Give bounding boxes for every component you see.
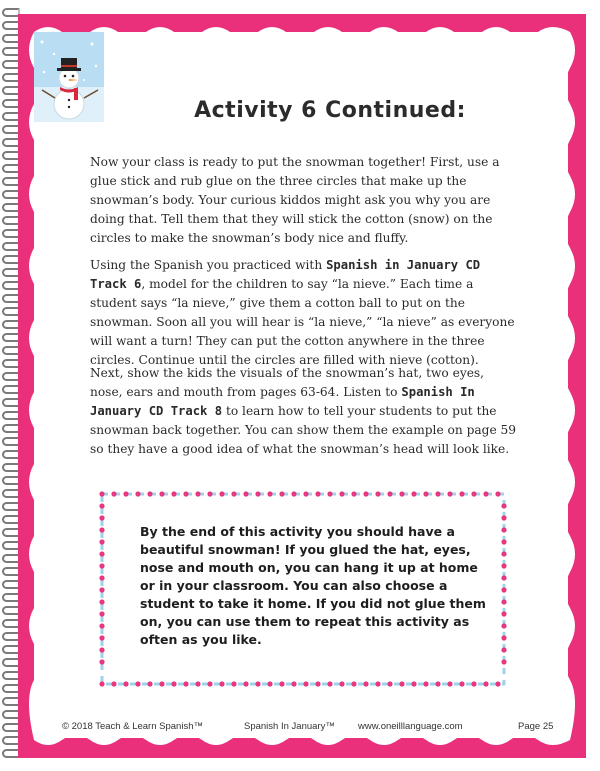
border-dot [435,491,440,496]
border-dot [231,491,236,496]
cd-track-8-ref: Spanish In January CD Track 8 [90,385,475,418]
paragraph-text: Using the Spanish you practiced with [90,258,327,272]
border-dot [123,681,128,686]
border-dot [495,681,500,686]
border-dot [303,491,308,496]
border-dot [501,587,506,592]
border-dot [171,491,176,496]
border-dot [99,503,104,508]
border-dot [303,681,308,686]
footer-copyright: © 2018 Teach & Learn Spanish™ [62,721,203,732]
border-dot [111,491,116,496]
border-dot [501,575,506,580]
border-dot [183,491,188,496]
border-dot [99,647,104,652]
border-dot [219,491,224,496]
border-dot [195,681,200,686]
border-dot [207,491,212,496]
border-dot [147,491,152,496]
border-dot [339,491,344,496]
border-dot [279,681,284,686]
border-dot [159,491,164,496]
border-dot [501,647,506,652]
paragraph-track-6 [90,256,520,370]
border-dot [291,681,296,686]
border-dot [255,491,260,496]
border-dot [99,527,104,532]
border-dot [111,681,116,686]
border-dot [315,491,320,496]
border-dot [279,491,284,496]
border-dot [501,659,506,664]
border-dot [399,491,404,496]
border-dot [501,539,506,544]
border-dot [219,681,224,686]
border-dot [183,681,188,686]
border-dot [135,491,140,496]
border-dot [501,623,506,628]
note-text: By the end of this activity you should have a beautiful snowman! If you glued the hat, eyes, nose and mouth on, you can hang it up at home or in your classroom. You can also choose a student to take it home. If you did not glue them on, you can use them to repeat this activity as often as you like. [140,524,486,647]
border-dot [501,551,506,556]
border-dot [501,515,506,520]
paragraph-track-8 [90,364,520,459]
page-title: Activity 6 Continued: [194,98,466,123]
border-dot [327,681,332,686]
border-dot [501,503,506,508]
border-dot [243,681,248,686]
border-dot [447,491,452,496]
border-dot [99,515,104,520]
border-dot [99,551,104,556]
border-dot [471,491,476,496]
border-dot [375,681,380,686]
border-dot [363,491,368,496]
border-dot [363,681,368,686]
border-dot [351,491,356,496]
border-dot [483,681,488,686]
border-dot [99,659,104,664]
border-dot [495,491,500,496]
border-dot [411,681,416,686]
cd-track-6-ref: Spanish in January CD Track 6 [90,258,481,291]
border-dot [483,491,488,496]
border-dot [501,611,506,616]
border-dot [387,491,392,496]
border-dot [267,491,272,496]
footer-book-title: Spanish In January™ [244,721,335,732]
border-dot [135,681,140,686]
footer-website: www.oneilllanguage.com [358,721,463,732]
border-dot [435,681,440,686]
paragraph-text: to learn how to tell your students to put the snowman back together. You can show them the example on page 59 so they have a good idea of what the snowman’s head will look like. [90,404,517,456]
border-dot [423,491,428,496]
paragraph-text: Next, show the kids the visuals of the snowman’s hat, two eyes, nose, ears and mouth from pages 63-64. Listen to [90,366,485,399]
border-dot [387,681,392,686]
border-dot [255,681,260,686]
border-dot [447,681,452,686]
border-dot [99,491,104,496]
border-dot [315,681,320,686]
border-dot [123,491,128,496]
border-dot [99,575,104,580]
border-dot [171,681,176,686]
border-dot [99,611,104,616]
border-dot [501,563,506,568]
border-dot [147,681,152,686]
border-dot [99,587,104,592]
border-dot [501,527,506,532]
border-dot [423,681,428,686]
border-dot [459,681,464,686]
border-dot [99,681,104,686]
border-dot [459,491,464,496]
paragraph-text: , model for the children to say “la nieve.” Each time a student says “la nieve,” give them a cotton ball to put on the snowman. Soon all you will hear is “la nieve,” “la nieve” as everyone will want a turn! They can put the cotton anywhere in the three circles. Continue until the circles are filled with nieve (cotton). [90,277,515,367]
border-dot [501,599,506,604]
border-dot [99,599,104,604]
border-dot [399,681,404,686]
border-dot [231,681,236,686]
border-dot [339,681,344,686]
snowman-icon [34,32,104,122]
border-dot [99,539,104,544]
border-dot [99,635,104,640]
paragraph-intro: Now your class is ready to put the snowman together! First, use a glue stick and rub glue on the three circles that make up the snowman’s body. Your curious kiddos might ask you why you are doing that. Tell them that they will stick the cotton (snow) on the circles to make the snowman’s body nice and fluffy. [90,155,500,245]
border-dot [99,563,104,568]
border-dot [327,491,332,496]
footer-page-number: Page 25 [518,721,554,732]
border-dot [411,491,416,496]
border-dot [471,681,476,686]
border-dot [99,623,104,628]
border-dot [207,681,212,686]
border-dot [195,491,200,496]
border-dot [501,635,506,640]
border-dot [159,681,164,686]
border-dot [267,681,272,686]
border-dot [291,491,296,496]
border-dot [243,491,248,496]
border-dot [375,491,380,496]
border-dot [351,681,356,686]
